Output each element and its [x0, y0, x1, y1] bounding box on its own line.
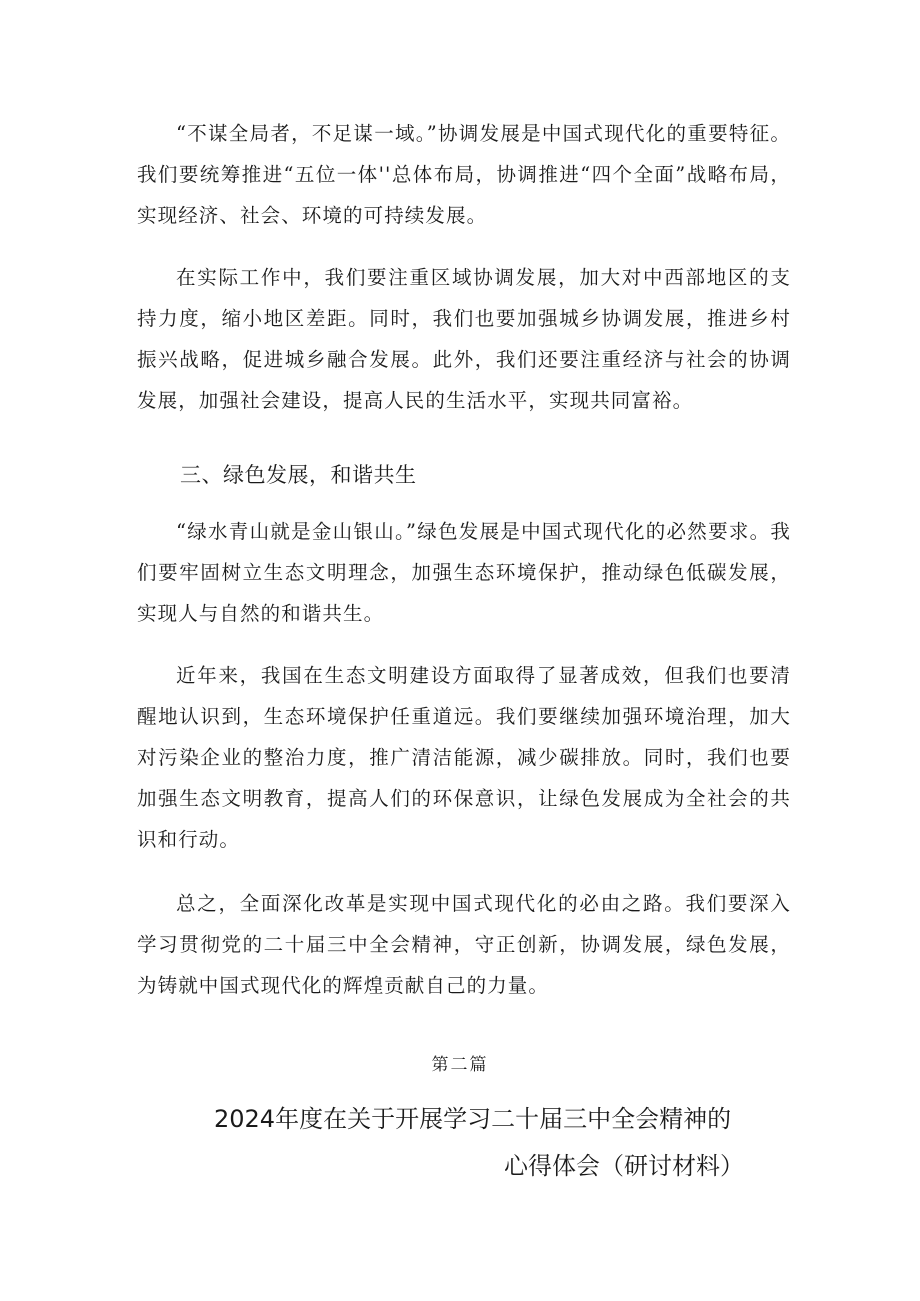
document-title-line-2: 心得体会（研讨材料） [504, 1152, 744, 1180]
part-label: 第二篇 [431, 1055, 489, 1075]
section-heading-green-development: 三、绿色发展，和谐共生 [180, 463, 417, 487]
paragraph-coordinated-development-intro: “不谋全局者，不足谋一域。”协调发展是中国式现代化的重要特征。我们要统筹推进“五位一体''总体布局，协调推进“四个全面”战略布局，实现经济、社会、环境的可持续发展。 [137, 122, 791, 227]
document-title-line-1: 2024年度在关于开展学习二十届三中全会精神的 [214, 1105, 732, 1133]
paragraph-green-development-intro: “绿水青山就是金山银山。”绿色发展是中国式现代化的必然要求。我们要牢固树立生态文明理念，加强生态环境保护，推动绿色低碳发展，实现人与自然的和谐共生。 [137, 520, 791, 625]
paragraph-conclusion: 总之，全面深化改革是实现中国式现代化的必由之路。我们要深入学习贯彻党的二十届三中全会精神，守正创新，协调发展，绿色发展，为铸就中国式现代化的辉煌贡献自己的力量。 [137, 892, 791, 997]
paragraph-ecological-civilization: 近年来，我国在生态文明建设方面取得了显著成效，但我们也要清醒地认识到，生态环境保护任重道远。我们要继续加强环境治理，加大对污染企业的整治力度，推广清洁能源，减少碳排放。同时，我们也要加强生态文明教育，提高人们的环保意识，让绿色发展成为全社会的共识和行动。 [137, 664, 791, 851]
paragraph-regional-coordination: 在实际工作中，我们要注重区域协调发展，加大对中西部地区的支持力度，缩小地区差距。同时，我们也要加强城乡协调发展，推进乡村振兴战略，促进城乡融合发展。此外，我们还要注重经济与社会的协调发展，加强社会建设，提高人民的生活水平，实现共同富裕。 [137, 266, 791, 412]
